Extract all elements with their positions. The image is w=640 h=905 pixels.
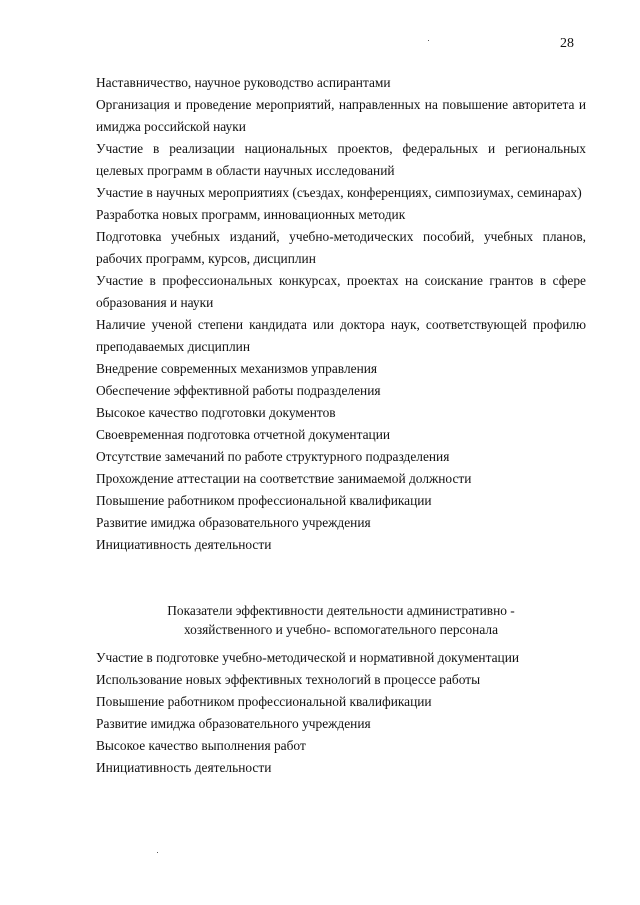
list-item: Повышение работником профессиональной квалификации: [96, 694, 432, 709]
list-item: Прохождение аттестации на соответствие занимаемой должности: [96, 471, 472, 486]
list-item: Повышение работником профессиональной квалификации: [96, 493, 432, 508]
list-item: Внедрение современных механизмов управления: [96, 361, 378, 376]
list-item: Инициативность деятельности: [96, 760, 272, 775]
page-number: 28: [560, 36, 574, 51]
list-item: Высокое качество выполнения работ: [96, 738, 306, 753]
scan-speck: [157, 852, 158, 853]
section-heading-line-1: Показатели эффективности деятельности административно -: [167, 603, 515, 618]
list-item: Отсутствие замечаний по работе структурного подразделения: [96, 449, 450, 464]
scan-speck: [428, 40, 429, 41]
list-item: Наставничество, научное руководство аспирантами: [96, 75, 391, 90]
list-item: Своевременная подготовка отчетной документации: [96, 427, 391, 442]
list-item: Разработка новых программ, инновационных методик: [96, 207, 406, 222]
list-item: Организация и проведение мероприятий, направленных на повышение авторитета и имиджа российской науки: [96, 97, 586, 134]
list-item: Использование новых эффективных технологий в процессе работы: [96, 672, 481, 687]
section-heading: [96, 601, 586, 639]
list-item: Высокое качество подготовки документов: [96, 405, 336, 420]
section-heading-line-2: хозяйственного и учебно- вспомогательного персонала: [183, 622, 499, 637]
list-item: Участие в реализации национальных проектов, федеральных и региональных целевых программ в области научных исследований: [96, 141, 586, 178]
list-item: Участие в подготовке учебно-методической и нормативной документации: [96, 650, 520, 665]
list-item: Развитие имиджа образовательного учреждения: [96, 716, 371, 731]
list-item: Наличие ученой степени кандидата или доктора наук, соответствующей профилю преподаваемых дисциплин: [96, 317, 586, 354]
list-item: Инициативность деятельности: [96, 537, 272, 552]
list-item: Развитие имиджа образовательного учреждения: [96, 515, 371, 530]
list-item: Участие в научных мероприятиях (съездах, конференциях, симпозиумах, семинарах): [96, 185, 582, 200]
list-item: Подготовка учебных изданий, учебно-методических пособий, учебных планов, рабочих программ, курсов, дисциплин: [96, 229, 586, 266]
list-item: Участие в профессиональных конкурсах, проектах на соискание грантов в сфере образования и науки: [96, 273, 586, 310]
indicator-list-general: [96, 72, 586, 556]
list-item: Обеспечение эффективной работы подразделения: [96, 383, 381, 398]
indicator-list-admin-staff: [96, 647, 586, 779]
